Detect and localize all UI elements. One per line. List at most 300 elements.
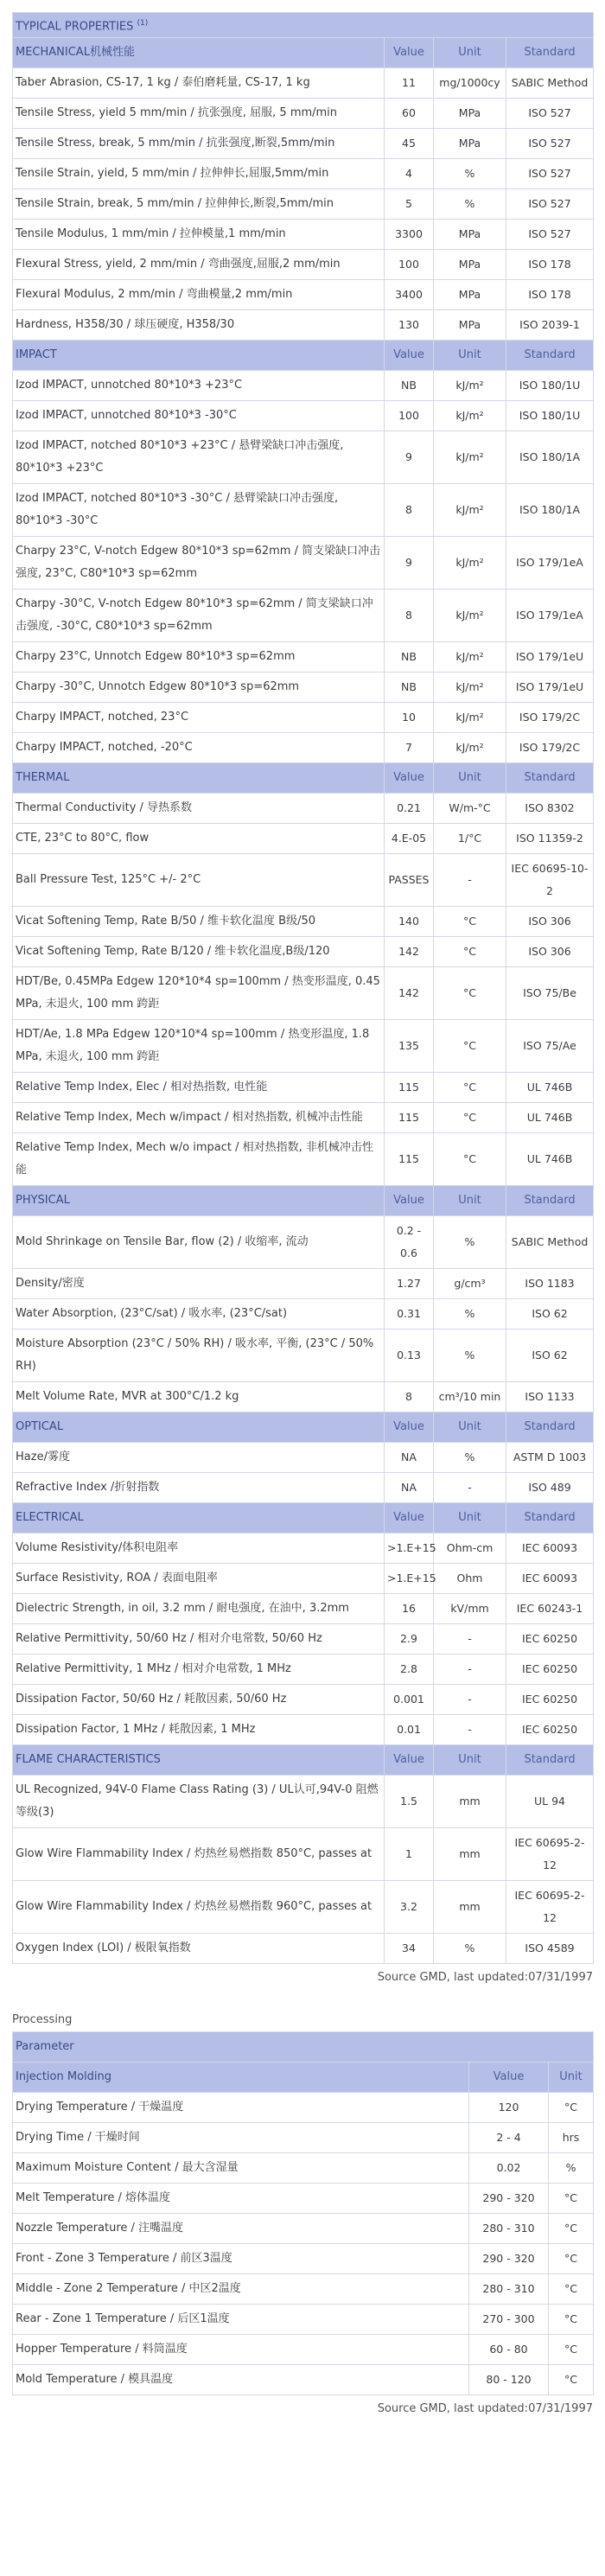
property-name: Tensile Stress, break, 5 mm/min / 抗张强度,断裂,5mm/min — [13, 129, 385, 159]
property-unit: °C — [434, 967, 506, 1020]
property-unit: % — [434, 1443, 506, 1473]
property-value: 0.01 — [385, 1715, 434, 1745]
property-value: 9 — [385, 431, 434, 484]
property-unit: - — [434, 1624, 506, 1655]
table-row — [13, 937, 594, 967]
table-row — [13, 854, 594, 907]
parameter-unit: hrs — [549, 2123, 594, 2153]
parameter-unit: °C — [549, 2214, 594, 2244]
section-header — [13, 1503, 594, 1533]
property-name: Izod IMPACT, unnotched 80*10*3 +23°C — [13, 371, 385, 401]
property-standard: ISO 180/1A — [506, 431, 594, 484]
property-standard: IEC 60695-2-12 — [506, 1828, 594, 1881]
table-row — [13, 1473, 594, 1503]
property-standard: ISO 179/1eU — [506, 673, 594, 703]
standard-column-header: Standard — [506, 763, 594, 794]
property-value: 1.27 — [385, 1269, 434, 1299]
parameter-unit: °C — [549, 2335, 594, 2365]
unit-column-header: Unit — [434, 341, 506, 371]
property-unit: - — [434, 1473, 506, 1503]
property-value: 142 — [385, 937, 434, 967]
parameter-value: 120 — [469, 2093, 549, 2123]
property-value: 135 — [385, 1020, 434, 1073]
property-standard: ISO 179/2C — [506, 703, 594, 733]
property-standard: IEC 60243-1 — [506, 1594, 594, 1624]
parameter-value: 290 - 320 — [469, 2244, 549, 2274]
table-row — [13, 99, 594, 129]
property-value: NB — [385, 642, 434, 673]
section-header — [13, 763, 594, 794]
property-name: Tensile Stress, yield 5 mm/min / 抗张强度, 屈服, 5 mm/min — [13, 99, 385, 129]
property-name: HDT/Ae, 1.8 MPa Edgew 120*10*4 sp=100mm / 热变形温度, 1.8 MPa, 未退火, 100 mm 跨距 — [13, 1020, 385, 1073]
property-name: HDT/Be, 0.45MPa Edgew 120*10*4 sp=100mm / 热变形温度, 0.45 MPa, 未退火, 100 mm 跨距 — [13, 967, 385, 1020]
property-value: 0.001 — [385, 1685, 434, 1715]
property-unit: W/m-°C — [434, 794, 506, 824]
property-name: Charpy IMPACT, notched, -20°C — [13, 733, 385, 763]
property-name: Density/密度 — [13, 1269, 385, 1299]
parameter-label: Parameter — [13, 2032, 594, 2063]
standard-column-header: Standard — [506, 1412, 594, 1443]
table-row — [13, 371, 594, 401]
parameter-unit: °C — [549, 2365, 594, 2395]
property-unit: MPa — [434, 129, 506, 159]
section-name: OPTICAL — [13, 1412, 385, 1443]
datasheet — [12, 0, 593, 2415]
property-standard: SABIC Method — [506, 68, 594, 99]
section-header — [13, 1412, 594, 1443]
table-row — [13, 2123, 594, 2153]
property-standard: ISO 527 — [506, 159, 594, 189]
property-unit: kJ/m² — [434, 590, 506, 642]
table-row — [13, 129, 594, 159]
property-unit: Ohm — [434, 1564, 506, 1594]
property-standard: ISO 306 — [506, 907, 594, 937]
property-unit: % — [434, 1299, 506, 1329]
parameter-unit: °C — [549, 2244, 594, 2274]
property-unit: % — [434, 189, 506, 220]
typical-properties-title: TYPICAL PROPERTIES — [16, 20, 134, 34]
property-standard: ISO 2039-1 — [506, 310, 594, 341]
property-standard: ISO 1183 — [506, 1269, 594, 1299]
property-unit: Ohm-cm — [434, 1533, 506, 1564]
table-row — [13, 68, 594, 99]
property-name: Volume Resistivity/体积电阻率 — [13, 1533, 385, 1564]
property-name: UL Recognized, 94V-0 Flame Class Rating (3) / UL认可,94V-0 阻燃等级(3) — [13, 1776, 385, 1828]
table-row — [13, 2305, 594, 2335]
property-unit: °C — [434, 1133, 506, 1186]
processing-section-name: Injection Molding — [13, 2063, 469, 2093]
property-value: 8 — [385, 484, 434, 537]
property-standard: ISO 527 — [506, 220, 594, 250]
standard-column-header: Standard — [506, 1186, 594, 1216]
table-row — [13, 1715, 594, 1745]
property-value: 60 — [385, 99, 434, 129]
property-value: 115 — [385, 1103, 434, 1133]
property-name: Izod IMPACT, notched 80*10*3 +23°C / 悬臂梁缺口冲击强度, 80*10*3 +23°C — [13, 431, 385, 484]
property-standard: ISO 180/1A — [506, 484, 594, 537]
property-name: Izod IMPACT, unnotched 80*10*3 -30°C — [13, 401, 385, 431]
property-standard: IEC 60093 — [506, 1564, 594, 1594]
property-name: Dielectric Strength, in oil, 3.2 mm / 耐电强度, 在油中, 3.2mm — [13, 1594, 385, 1624]
property-standard: IEC 60093 — [506, 1533, 594, 1564]
parameter-name: Middle - Zone 2 Temperature / 中区2温度 — [13, 2274, 469, 2305]
property-name: Izod IMPACT, notched 80*10*3 -30°C / 悬臂梁缺口冲击强度, 80*10*3 -30°C — [13, 484, 385, 537]
property-value: 2.9 — [385, 1624, 434, 1655]
property-value: 0.31 — [385, 1299, 434, 1329]
processing-section-header — [13, 2063, 594, 2093]
parameter-name: Drying Time / 干燥时间 — [13, 2123, 469, 2153]
property-value: 2.8 — [385, 1655, 434, 1685]
property-unit: kJ/m² — [434, 431, 506, 484]
property-unit: % — [434, 1934, 506, 1964]
property-value: 0.21 — [385, 794, 434, 824]
typical-properties-note: (1) — [137, 19, 149, 28]
table-row — [13, 642, 594, 673]
table-row — [13, 310, 594, 341]
property-standard: ISO 527 — [506, 189, 594, 220]
property-unit: cm³/10 min — [434, 1382, 506, 1412]
property-standard: ISO 62 — [506, 1299, 594, 1329]
property-value: NB — [385, 371, 434, 401]
section-header — [13, 1745, 594, 1776]
property-unit: MPa — [434, 99, 506, 129]
property-name: Flexural Modulus, 2 mm/min / 弯曲模量,2 mm/min — [13, 280, 385, 310]
property-name: Thermal Conductivity / 导热系数 — [13, 794, 385, 824]
table-row — [13, 159, 594, 189]
property-standard: ISO 75/Be — [506, 967, 594, 1020]
parameter-unit: °C — [549, 2305, 594, 2335]
property-unit: - — [434, 1685, 506, 1715]
property-standard: ISO 179/1eA — [506, 590, 594, 642]
property-standard: ISO 489 — [506, 1473, 594, 1503]
parameter-name: Melt Temperature / 熔体温度 — [13, 2184, 469, 2214]
property-standard: ISO 178 — [506, 250, 594, 280]
table-row — [13, 590, 594, 642]
property-name: Tensile Strain, break, 5 mm/min / 拉伸伸长,断裂,5mm/min — [13, 189, 385, 220]
property-standard: IEC 60250 — [506, 1715, 594, 1745]
property-value: 9 — [385, 537, 434, 590]
property-name: Tensile Modulus, 1 mm/min / 拉伸模量,1 mm/min — [13, 220, 385, 250]
property-standard: ISO 75/Ae — [506, 1020, 594, 1073]
property-value: 0.13 — [385, 1329, 434, 1382]
typical-properties-table — [12, 12, 594, 1964]
property-value: 115 — [385, 1133, 434, 1186]
property-name: Charpy 23°C, V-notch Edgew 80*10*3 sp=62mm / 简支梁缺口冲击强度, 23°C, C80*10*3 sp=62mm — [13, 537, 385, 590]
table-row — [13, 401, 594, 431]
value-column-header: Value — [385, 1412, 434, 1443]
property-standard: ASTM D 1003 — [506, 1443, 594, 1473]
property-name: Dissipation Factor, 50/60 Hz / 耗散因素, 50/60 Hz — [13, 1685, 385, 1715]
table-row — [13, 1655, 594, 1685]
processing-value-header: Value — [469, 2063, 549, 2093]
property-unit: kJ/m² — [434, 733, 506, 763]
section-name: IMPACT — [13, 341, 385, 371]
property-name: Taber Abrasion, CS-17, 1 kg / 泰伯磨耗量, CS-17, 1 kg — [13, 68, 385, 99]
property-value: 7 — [385, 733, 434, 763]
parameter-name: Drying Temperature / 干燥温度 — [13, 2093, 469, 2123]
property-unit: MPa — [434, 220, 506, 250]
table-row — [13, 1216, 594, 1269]
property-unit: kJ/m² — [434, 484, 506, 537]
section-name: ELECTRICAL — [13, 1503, 385, 1533]
property-unit: kJ/m² — [434, 642, 506, 673]
parameter-value: 80 - 120 — [469, 2365, 549, 2395]
processing-title: Processing — [12, 2013, 73, 2027]
property-value: 130 — [385, 310, 434, 341]
property-unit: kJ/m² — [434, 703, 506, 733]
property-value: 3300 — [385, 220, 434, 250]
table-row — [13, 250, 594, 280]
property-name: Vicat Softening Temp, Rate B/120 / 维卡软化温度,B级/120 — [13, 937, 385, 967]
property-standard: IEC 60695-10-2 — [506, 854, 594, 907]
value-column-header: Value — [385, 1503, 434, 1533]
value-column-header: Value — [385, 1745, 434, 1776]
table-row — [13, 1299, 594, 1329]
property-unit: - — [434, 1715, 506, 1745]
table-row — [13, 733, 594, 763]
value-column-header: Value — [385, 341, 434, 371]
table-row — [13, 1594, 594, 1624]
property-standard: UL 746B — [506, 1073, 594, 1103]
parameter-name: Nozzle Temperature / 注嘴温度 — [13, 2214, 469, 2244]
processing-parameter-header — [13, 2032, 594, 2063]
property-standard: IEC 60250 — [506, 1655, 594, 1685]
table-row — [13, 1020, 594, 1073]
property-value: 10 — [385, 703, 434, 733]
property-unit: MPa — [434, 280, 506, 310]
table-row — [13, 1073, 594, 1103]
table-row — [13, 220, 594, 250]
property-value: 34 — [385, 1934, 434, 1964]
table-row — [13, 794, 594, 824]
parameter-name: Maximum Moisture Content / 最大含湿量 — [13, 2153, 469, 2184]
property-value: NA — [385, 1473, 434, 1503]
property-unit: mm — [434, 1776, 506, 1828]
property-standard: ISO 527 — [506, 99, 594, 129]
property-value: 3400 — [385, 280, 434, 310]
table-row — [13, 431, 594, 484]
parameter-value: 280 - 310 — [469, 2274, 549, 2305]
section-name: MECHANICAL机械性能 — [13, 38, 385, 68]
property-unit: kJ/m² — [434, 673, 506, 703]
table-row — [13, 1776, 594, 1828]
table-row — [13, 280, 594, 310]
value-column-header: Value — [385, 763, 434, 794]
property-value: 1 — [385, 1828, 434, 1881]
table-row — [13, 1443, 594, 1473]
property-unit: - — [434, 854, 506, 907]
table-row — [13, 1329, 594, 1382]
property-unit: % — [434, 159, 506, 189]
table-row — [13, 2365, 594, 2395]
table-row — [13, 1881, 594, 1934]
property-name: Relative Temp Index, Mech w/o impact / 相对热指数, 非机械冲击性能 — [13, 1133, 385, 1186]
property-value: 45 — [385, 129, 434, 159]
table-row — [13, 824, 594, 854]
parameter-name: Hopper Temperature / 料筒温度 — [13, 2335, 469, 2365]
property-unit: 1/°C — [434, 824, 506, 854]
property-name: Relative Temp Index, Mech w/impact / 相对热指数, 机械冲击性能 — [13, 1103, 385, 1133]
property-name: Melt Volume Rate, MVR at 300°C/1.2 kg — [13, 1382, 385, 1412]
property-value: 142 — [385, 967, 434, 1020]
property-standard: ISO 179/1eU — [506, 642, 594, 673]
typical-properties-header — [13, 13, 594, 38]
property-standard: ISO 178 — [506, 280, 594, 310]
property-value: 140 — [385, 907, 434, 937]
property-value: NB — [385, 673, 434, 703]
table-row — [13, 537, 594, 590]
property-standard: ISO 180/1U — [506, 401, 594, 431]
section-header — [13, 38, 594, 68]
property-unit: mm — [434, 1881, 506, 1934]
property-unit: kJ/m² — [434, 401, 506, 431]
section-name: PHYSICAL — [13, 1186, 385, 1216]
property-value: 0.2 - 0.6 — [385, 1216, 434, 1269]
value-column-header: Value — [385, 38, 434, 68]
parameter-name: Front - Zone 3 Temperature / 前区3温度 — [13, 2244, 469, 2274]
property-standard: UL 746B — [506, 1133, 594, 1186]
property-value: 4.E-05 — [385, 824, 434, 854]
property-value: >1.E+15 — [385, 1564, 434, 1594]
property-name: Relative Temp Index, Elec / 相对热指数, 电性能 — [13, 1073, 385, 1103]
table-row — [13, 484, 594, 537]
property-standard: ISO 179/2C — [506, 733, 594, 763]
processing-table — [12, 2031, 594, 2395]
section-name: THERMAL — [13, 763, 385, 794]
property-standard: ISO 11359-2 — [506, 824, 594, 854]
parameter-value: 60 - 80 — [469, 2335, 549, 2365]
property-name: Flexural Stress, yield, 2 mm/min / 弯曲强度,屈服,2 mm/min — [13, 250, 385, 280]
section-header — [13, 1186, 594, 1216]
table-row — [13, 1934, 594, 1964]
property-unit: °C — [434, 1020, 506, 1073]
property-unit: kJ/m² — [434, 371, 506, 401]
property-unit: kJ/m² — [434, 537, 506, 590]
table-row — [13, 2244, 594, 2274]
property-name: Hardness, H358/30 / 球压硬度, H358/30 — [13, 310, 385, 341]
parameter-unit: °C — [549, 2274, 594, 2305]
property-standard: UL 746B — [506, 1103, 594, 1133]
table-row — [13, 1533, 594, 1564]
standard-column-header: Standard — [506, 1503, 594, 1533]
standard-column-header: Standard — [506, 38, 594, 68]
property-standard: IEC 60695-2-12 — [506, 1881, 594, 1934]
property-value: 5 — [385, 189, 434, 220]
parameter-value: 270 - 300 — [469, 2305, 549, 2335]
table-row — [13, 2214, 594, 2244]
property-name: Glow Wire Flammability Index / 灼热丝易燃指数 850°C, passes at — [13, 1828, 385, 1881]
table-row — [13, 703, 594, 733]
property-unit: °C — [434, 1073, 506, 1103]
table-row — [13, 189, 594, 220]
table-row — [13, 1269, 594, 1299]
property-unit: MPa — [434, 250, 506, 280]
property-standard: ISO 527 — [506, 129, 594, 159]
parameter-name: Mold Temperature / 模具温度 — [13, 2365, 469, 2395]
property-name: Relative Permittivity, 1 MHz / 相对介电常数, 1 MHz — [13, 1655, 385, 1685]
property-name: Charpy -30°C, Unnotch Edgew 80*10*3 sp=62mm — [13, 673, 385, 703]
table-row — [13, 2153, 594, 2184]
property-unit: - — [434, 1655, 506, 1685]
property-name: Moisture Absorption (23°C / 50% RH) / 吸水率, 平衡, (23°C / 50% RH) — [13, 1329, 385, 1382]
property-name: Oxygen Index (LOI) / 极限氧指数 — [13, 1934, 385, 1964]
property-value: >1.E+15 — [385, 1533, 434, 1564]
table-row — [13, 673, 594, 703]
unit-column-header: Unit — [434, 38, 506, 68]
property-standard: ISO 179/1eA — [506, 537, 594, 590]
standard-column-header: Standard — [506, 1745, 594, 1776]
property-standard: IEC 60250 — [506, 1624, 594, 1655]
property-name: Surface Resistivity, ROA / 表面电阻率 — [13, 1564, 385, 1594]
property-name: Charpy 23°C, Unnotch Edgew 80*10*3 sp=62mm — [13, 642, 385, 673]
property-value: 115 — [385, 1073, 434, 1103]
property-value: 1.5 — [385, 1776, 434, 1828]
property-name: CTE, 23°C to 80°C, flow — [13, 824, 385, 854]
table-row — [13, 2093, 594, 2123]
parameter-unit: % — [549, 2153, 594, 2184]
property-value: 100 — [385, 250, 434, 280]
table-row — [13, 967, 594, 1020]
parameter-unit: °C — [549, 2184, 594, 2214]
property-standard: ISO 62 — [506, 1329, 594, 1382]
property-name: Vicat Softening Temp, Rate B/50 / 维卡软化温度 B级/50 — [13, 907, 385, 937]
properties-source: Source GMD, last updated:07/31/1997 — [377, 1971, 593, 1985]
processing-unit-header: Unit — [549, 2063, 594, 2093]
property-value: 16 — [385, 1594, 434, 1624]
property-standard: IEC 60250 — [506, 1685, 594, 1715]
property-name: Mold Shrinkage on Tensile Bar, flow (2) / 收缩率, 流动 — [13, 1216, 385, 1269]
table-row — [13, 907, 594, 937]
unit-column-header: Unit — [434, 1412, 506, 1443]
property-name: Relative Permittivity, 50/60 Hz / 相对介电常数, 50/60 Hz — [13, 1624, 385, 1655]
property-unit: % — [434, 1329, 506, 1382]
parameter-unit: °C — [549, 2093, 594, 2123]
property-standard: SABIC Method — [506, 1216, 594, 1269]
property-unit: °C — [434, 1103, 506, 1133]
table-row — [13, 1564, 594, 1594]
table-row — [13, 2274, 594, 2305]
unit-column-header: Unit — [434, 1745, 506, 1776]
unit-column-header: Unit — [434, 1186, 506, 1216]
parameter-value: 290 - 320 — [469, 2184, 549, 2214]
table-row — [13, 1828, 594, 1881]
table-row — [13, 1103, 594, 1133]
table-row — [13, 1133, 594, 1186]
parameter-name: Rear - Zone 1 Temperature / 后区1温度 — [13, 2305, 469, 2335]
parameter-value: 2 - 4 — [469, 2123, 549, 2153]
processing-source: Source GMD, last updated:07/31/1997 — [377, 2402, 593, 2416]
property-value: 100 — [385, 401, 434, 431]
table-row — [13, 2335, 594, 2365]
property-standard: ISO 306 — [506, 937, 594, 967]
property-unit: °C — [434, 937, 506, 967]
table-row — [13, 2184, 594, 2214]
property-value: 4 — [385, 159, 434, 189]
property-unit: °C — [434, 907, 506, 937]
property-value: PASSES — [385, 854, 434, 907]
property-unit: kV/mm — [434, 1594, 506, 1624]
property-name: Tensile Strain, yield, 5 mm/min / 拉伸伸长,屈服,5mm/min — [13, 159, 385, 189]
property-unit: mg/1000cy — [434, 68, 506, 99]
property-name: Refractive Index /折射指数 — [13, 1473, 385, 1503]
property-unit: mm — [434, 1828, 506, 1881]
property-standard: UL 94 — [506, 1776, 594, 1828]
parameter-value: 280 - 310 — [469, 2214, 549, 2244]
property-value: NA — [385, 1443, 434, 1473]
parameter-value: 0.02 — [469, 2153, 549, 2184]
table-row — [13, 1685, 594, 1715]
property-name: Glow Wire Flammability Index / 灼热丝易燃指数 960°C, passes at — [13, 1881, 385, 1934]
